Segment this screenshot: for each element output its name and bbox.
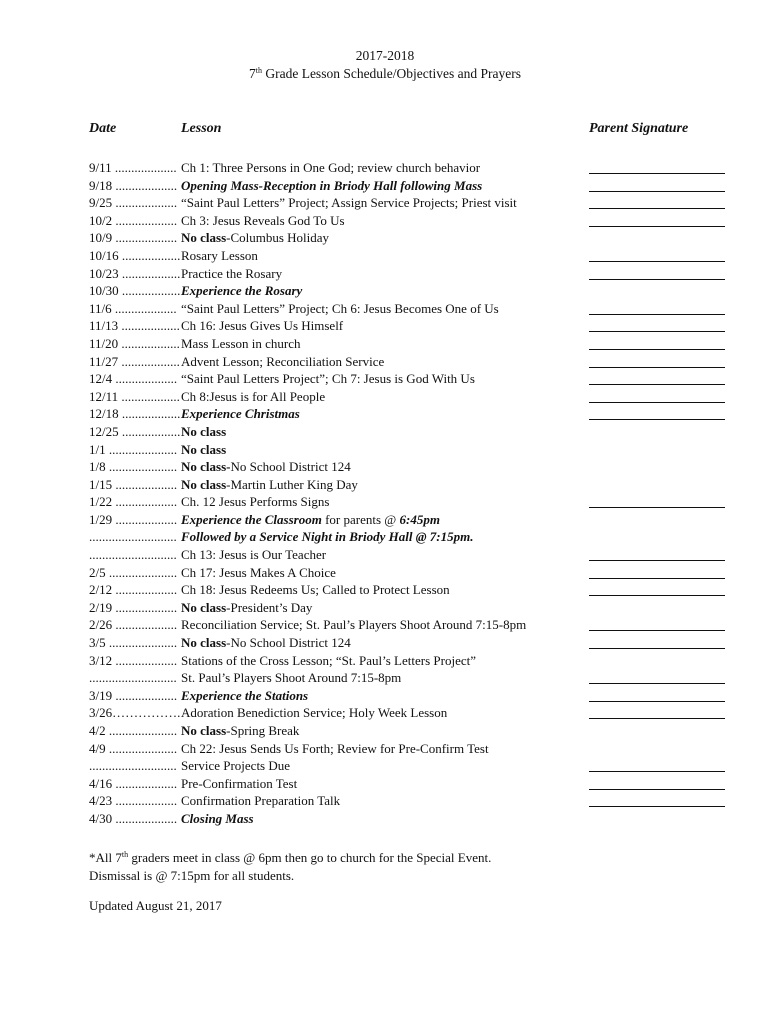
lesson-text: -Columbus Holiday <box>226 230 330 246</box>
row-date: 2/5 ..................... <box>89 564 178 580</box>
row-lesson <box>181 317 343 335</box>
schedule-row <box>89 669 729 687</box>
signature-line[interactable] <box>589 226 725 227</box>
lesson-text: No School District 124 <box>230 459 351 475</box>
signature-line[interactable] <box>589 648 725 649</box>
signature-line[interactable] <box>589 314 725 315</box>
row-date: 4/23 ................... <box>89 793 178 809</box>
lesson-text: -Spring Break <box>226 723 300 738</box>
row-lesson <box>181 194 517 212</box>
signature-line[interactable] <box>589 595 725 596</box>
row-lesson <box>181 300 499 318</box>
date-column-header: Date <box>89 121 117 136</box>
row-lesson <box>181 458 351 476</box>
schedule-row <box>89 810 729 828</box>
footnote-line-1: *All 7th graders meet in class @ 6pm then go to church for the Special Event. <box>89 850 492 865</box>
schedule-row <box>89 300 729 318</box>
signature-line[interactable] <box>589 384 725 385</box>
row-date: ........................... <box>89 547 177 563</box>
lesson-text: “Saint Paul Letters” Project; Assign Service Projects; Priest visit <box>181 195 517 211</box>
lesson-text: Practice the Rosary <box>181 265 283 281</box>
schedule-row <box>89 194 729 212</box>
row-lesson <box>181 476 358 494</box>
schedule-row <box>89 616 729 634</box>
row-lesson <box>181 493 329 511</box>
lesson-text: Reconciliation Service; St. Paul’s Players Shoot Around 7:15-8pm <box>181 617 527 633</box>
lesson-text: No class- <box>181 459 231 475</box>
schedule-row <box>89 722 729 740</box>
row-date: 4/16 ................... <box>89 775 178 791</box>
signature-line[interactable] <box>589 578 725 579</box>
row-lesson <box>181 669 401 687</box>
row-lesson <box>181 282 302 300</box>
schedule-row <box>89 212 729 230</box>
row-lesson <box>181 652 476 670</box>
row-lesson <box>181 441 226 459</box>
row-lesson <box>181 528 473 546</box>
row-date: 9/25 ................... <box>89 195 178 211</box>
schedule-row <box>89 687 729 705</box>
lesson-text: -President’s Day <box>226 599 313 615</box>
row-date: 3/12 ................... <box>89 652 178 668</box>
lesson-text: No class <box>181 599 227 615</box>
schedule-row <box>89 476 729 494</box>
row-date: 3/26……………. <box>89 705 181 721</box>
row-lesson <box>181 757 290 775</box>
signature-line[interactable] <box>589 560 725 561</box>
row-lesson <box>181 599 312 617</box>
signature-line[interactable] <box>589 683 725 684</box>
signature-line[interactable] <box>589 279 725 280</box>
row-lesson <box>181 687 308 705</box>
row-lesson <box>181 704 447 722</box>
lesson-text: No class <box>181 723 227 738</box>
row-lesson <box>181 405 300 423</box>
signature-line[interactable] <box>589 789 725 790</box>
schedule-row <box>89 229 729 247</box>
row-date: 4/30 ................... <box>89 810 178 826</box>
row-date: 12/18 .................. <box>89 406 181 422</box>
signature-line[interactable] <box>589 173 725 174</box>
row-date: 1/15 ................... <box>89 476 178 492</box>
row-lesson <box>181 511 440 529</box>
schedule-row <box>89 423 729 441</box>
lesson-text: Experience Christmas <box>181 406 300 422</box>
row-date: 12/25 .................. <box>89 423 181 439</box>
row-lesson <box>181 792 340 810</box>
row-lesson <box>181 634 351 652</box>
row-date: 1/22 ................... <box>89 494 178 510</box>
lesson-text: -Martin Luther King Day <box>226 476 358 492</box>
row-lesson <box>181 775 297 793</box>
schedule-row <box>89 704 729 722</box>
schedule-row <box>89 388 729 406</box>
row-date: 11/13 .................. <box>89 318 180 334</box>
row-date: 3/19 ................... <box>89 687 178 703</box>
schedule-row <box>89 441 729 459</box>
lesson-text: Ch. 12 Jesus Performs Signs <box>181 494 330 510</box>
row-date: 12/11 .................. <box>89 388 180 404</box>
row-date: 9/18 ................... <box>89 177 178 193</box>
schedule-row <box>89 792 729 810</box>
signature-line[interactable] <box>589 771 725 772</box>
schedule-row <box>89 282 729 300</box>
signature-line[interactable] <box>589 419 725 420</box>
lesson-text: Ch 13: Jesus is Our Teacher <box>181 547 327 563</box>
signature-line[interactable] <box>589 402 725 403</box>
lesson-text: Adoration Benediction Service; Holy Week Lesson <box>181 705 448 721</box>
signature-line[interactable] <box>589 630 725 631</box>
schedule-row <box>89 493 729 511</box>
lesson-text: 6:45pm <box>399 511 440 527</box>
lesson-text: No class <box>181 476 227 492</box>
lesson-text: No class <box>181 230 227 246</box>
schedule-row <box>89 775 729 793</box>
lesson-text: Rosary Lesson <box>181 247 258 263</box>
lesson-text: Ch 3: Jesus Reveals God To Us <box>181 212 345 228</box>
doc-title: 7th Grade Lesson Schedule/Objectives and Prayers <box>248 66 522 81</box>
lesson-text: -No School District 124 <box>226 635 351 651</box>
row-date: 9/11 ................... <box>89 160 177 175</box>
row-date: 2/19 ................... <box>89 599 178 615</box>
schedule-row <box>89 159 729 177</box>
signature-column-header: Parent Signature <box>589 121 689 136</box>
doc-year: 2017-2018 <box>355 48 415 63</box>
schedule-list <box>89 159 729 828</box>
row-date: 2/12 ................... <box>89 582 178 598</box>
row-date: 11/20 .................. <box>89 335 180 351</box>
row-date: 1/29 ................... <box>89 511 178 527</box>
schedule-row <box>89 546 729 564</box>
lesson-text: Ch 17: Jesus Makes A Choice <box>181 564 336 580</box>
schedule-row <box>89 634 729 652</box>
lesson-text: Ch 18: Jesus Redeems Us; Called to Protect Lesson <box>181 582 450 598</box>
lesson-text: Experience the Classroom <box>181 511 322 527</box>
row-date: 10/30 .................. <box>89 283 181 299</box>
lesson-text: No class <box>181 441 227 457</box>
row-date: 11/27 .................. <box>89 353 180 369</box>
signature-line[interactable] <box>589 806 725 807</box>
schedule-row <box>89 317 729 335</box>
lesson-text: Ch 22: Jesus Sends Us Forth; Review for Pre-Confirm Test <box>181 740 489 756</box>
schedule-row <box>89 353 729 371</box>
row-lesson <box>181 177 482 195</box>
schedule-row <box>89 528 729 546</box>
signature-line[interactable] <box>589 507 725 508</box>
schedule-row <box>89 370 729 388</box>
schedule-row <box>89 581 729 599</box>
row-date: 10/16 .................. <box>89 247 181 263</box>
schedule-row <box>89 335 729 353</box>
signature-line[interactable] <box>589 261 725 262</box>
signature-line[interactable] <box>589 208 725 209</box>
row-date: 12/4 ................... <box>89 371 178 387</box>
row-lesson <box>181 810 254 828</box>
lesson-text: St. Paul’s Players Shoot Around 7:15-8pm <box>181 670 402 686</box>
row-date: 4/2 ..................... <box>89 723 178 738</box>
schedule-row <box>89 458 729 476</box>
row-lesson <box>181 740 489 758</box>
lesson-text: Followed by a Service Night in Briody Hall @ 7:15pm. <box>181 529 474 545</box>
lesson-text: No class <box>181 635 227 651</box>
lesson-text: Experience the Rosary <box>181 283 303 299</box>
lesson-text: Closing Mass <box>181 810 254 826</box>
row-date: ........................... <box>89 529 177 545</box>
row-lesson <box>181 423 226 441</box>
lesson-text: Confirmation Preparation Talk <box>181 793 341 809</box>
row-lesson <box>181 159 480 177</box>
row-lesson <box>181 388 325 406</box>
lesson-text: Experience the Stations <box>181 687 309 703</box>
lesson-text: Ch 8:Jesus is for All People <box>181 388 326 404</box>
updated-date: Updated August 21, 2017 <box>89 898 222 913</box>
lesson-text: Service Projects Due <box>181 758 291 774</box>
footnote <box>89 846 491 884</box>
schedule-row <box>89 247 729 265</box>
row-lesson <box>181 212 345 230</box>
row-date: 1/1 ..................... <box>89 441 178 457</box>
lesson-text: Ch 1: Three Persons in One God; review church behavior <box>181 160 481 175</box>
schedule-row <box>89 757 729 775</box>
row-date: 10/23 .................. <box>89 265 181 281</box>
lesson-text: “Saint Paul Letters” Project; Ch 6: Jesus Becomes One of Us <box>181 300 499 316</box>
footnote-line-2: Dismissal is @ 7:15pm for all students. <box>89 867 295 883</box>
schedule-row <box>89 740 729 758</box>
signature-line[interactable] <box>589 331 725 332</box>
lesson-text: for parents @ <box>321 511 400 527</box>
schedule-row <box>89 564 729 582</box>
schedule-row <box>89 652 729 670</box>
row-lesson <box>181 581 450 599</box>
schedule-row <box>89 599 729 617</box>
row-date: 2/26 ................... <box>89 617 178 633</box>
row-lesson <box>181 265 282 283</box>
row-lesson <box>181 229 329 247</box>
schedule-row <box>89 177 729 195</box>
schedule-row <box>89 511 729 529</box>
lesson-text: Ch 16: Jesus Gives Us Himself <box>181 318 344 334</box>
row-date: 11/6 ................... <box>89 300 177 316</box>
lesson-text: Pre-Confirmation Test <box>181 775 298 791</box>
row-date: 3/5 ..................... <box>89 635 178 651</box>
signature-line[interactable] <box>589 718 725 719</box>
lesson-text: Stations of the Cross Lesson; “St. Paul’s Letters Project” <box>181 652 476 668</box>
row-date: ........................... <box>89 758 177 774</box>
row-date: 10/2 ................... <box>89 212 178 228</box>
row-date: 10/9 ................... <box>89 230 178 246</box>
row-lesson <box>181 722 299 740</box>
lesson-text: “Saint Paul Letters Project”; Ch 7: Jesus is God With Us <box>181 371 475 387</box>
row-date: ........................... <box>89 670 177 686</box>
row-lesson <box>181 335 301 353</box>
schedule-row <box>89 405 729 423</box>
lesson-text: Opening Mass-Reception in Briody Hall following Mass <box>181 177 483 193</box>
lesson-text: Advent Lesson; Reconciliation Service <box>181 353 385 369</box>
signature-line[interactable] <box>589 701 725 702</box>
row-lesson <box>181 616 526 634</box>
signature-line[interactable] <box>589 191 725 192</box>
lesson-column-header: Lesson <box>181 121 222 136</box>
row-lesson <box>181 564 336 582</box>
row-lesson <box>181 546 326 564</box>
row-date: 4/9 ..................... <box>89 740 178 756</box>
lesson-text: Mass Lesson in church <box>181 335 301 351</box>
row-lesson <box>181 353 384 371</box>
schedule-row <box>89 265 729 283</box>
signature-line[interactable] <box>589 349 725 350</box>
row-date: 1/8 ..................... <box>89 459 178 475</box>
row-lesson <box>181 247 258 265</box>
lesson-text: No class <box>181 423 227 439</box>
signature-line[interactable] <box>589 367 725 368</box>
row-lesson <box>181 370 475 388</box>
